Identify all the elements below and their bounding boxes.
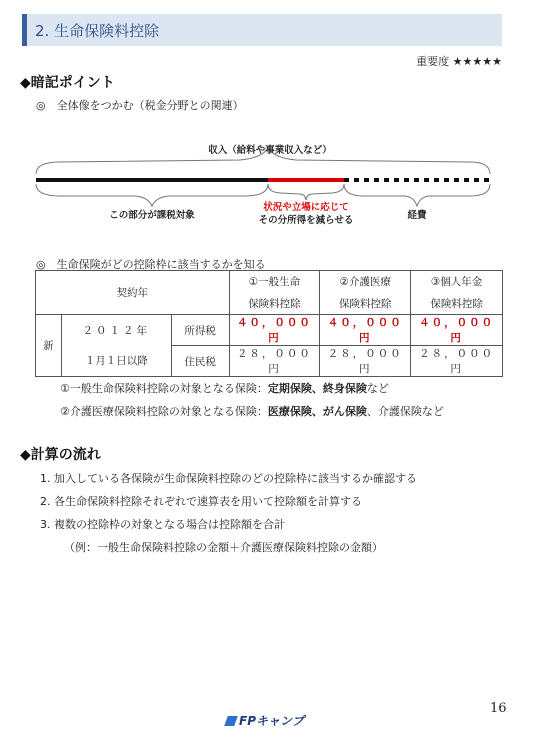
resident-tax-label: 住民税: [171, 346, 229, 377]
calc-step-2: 2. 各生命保険料控除それぞれで速算表を用いて控除額を計算する: [40, 495, 362, 508]
calc-step-3: 3. 複数の控除枠の対象となる場合は控除額を合計: [40, 518, 285, 531]
page-number: 16: [490, 701, 507, 716]
expense-brace: [344, 184, 490, 206]
taxable-label: この部分が課税対象: [109, 210, 195, 221]
taxable-brace: [36, 184, 268, 206]
calc-step-3-example: （例：一般生命保険料控除の金額＋介護医療保険料控除の金額）: [64, 541, 383, 554]
importance-rating: 重要度 ★★★★★: [416, 55, 502, 68]
deduction-limit-table: [35, 270, 503, 377]
note1-suffix: など: [366, 382, 389, 395]
note2-bold: 医療保険、がん保険: [267, 405, 367, 418]
deduction-label-1: 状況や立場に応じて: [263, 202, 349, 213]
year-cell-1: ２０１２年: [61, 315, 171, 346]
table-header-row: [36, 271, 503, 293]
resident-tax-value-2: ２８，０００円: [320, 346, 411, 377]
deduction-label-2: その分所得を減らせる: [258, 215, 354, 226]
income-deduction-diagram: [0, 130, 536, 230]
resident-tax-value-1: ２８，０００円: [229, 346, 320, 377]
point-deduction-frame: ◎ 生命保険がどの控除枠に該当するかを知る: [36, 258, 266, 271]
new-contract-cell: 新: [36, 315, 62, 377]
col3-header-a: ③個人年金: [411, 271, 503, 293]
deduction-brace: [268, 184, 344, 200]
note1-bold: 定期保険、終身保険: [267, 382, 367, 395]
income-tax-value-2: ４０，０００円: [320, 315, 411, 346]
fp-camp-logo: [226, 712, 304, 729]
col3-header-b: 保険料控除: [411, 293, 503, 315]
col1-header-a: ①一般生命: [229, 271, 320, 293]
section-title-bar: [22, 14, 502, 46]
income-label: 収入（給料や事業収入など）: [208, 145, 332, 156]
income-tax-label: 所得税: [171, 315, 229, 346]
col2-header-a: ②介護医療: [320, 271, 411, 293]
memorize-points-heading: ◆暗記ポイント: [20, 75, 115, 91]
year-cell-2: １月１日以降: [61, 346, 171, 377]
note1-prefix: ①一般生命保険料控除の対象となる保険：: [60, 382, 268, 395]
calc-step-1: 1. 加入している各保険が生命保険料控除のどの控除枠に該当するか確認する: [40, 472, 417, 485]
col2-header-b: 保険料控除: [320, 293, 411, 315]
note2-suffix: 、介護保険など: [366, 405, 444, 418]
expense-label: 経費: [407, 210, 427, 221]
income-tax-value-3: ４０，０００円: [411, 315, 503, 346]
income-tax-value-1: ４０，０００円: [229, 315, 320, 346]
table-row: [36, 315, 503, 346]
point-overview: ◎ 全体像をつかむ（税金分野との関連）: [36, 99, 244, 112]
logo-mark-icon: [224, 716, 238, 726]
calc-flow-heading: ◆計算の流れ: [20, 447, 101, 463]
section-title: 2. 生命保険料控除: [35, 22, 160, 40]
col1-header-b: 保険料控除: [229, 293, 320, 315]
table-row: [36, 346, 503, 377]
note2-prefix: ②介護医療保険料控除の対象となる保険：: [60, 405, 268, 418]
note-medical-care: [60, 403, 444, 419]
logo-text: FPキャンプ: [239, 714, 304, 728]
note-general-life: [60, 380, 389, 396]
resident-tax-value-3: ２８，０００円: [411, 346, 503, 377]
contract-year-header: 契約年: [36, 271, 230, 315]
